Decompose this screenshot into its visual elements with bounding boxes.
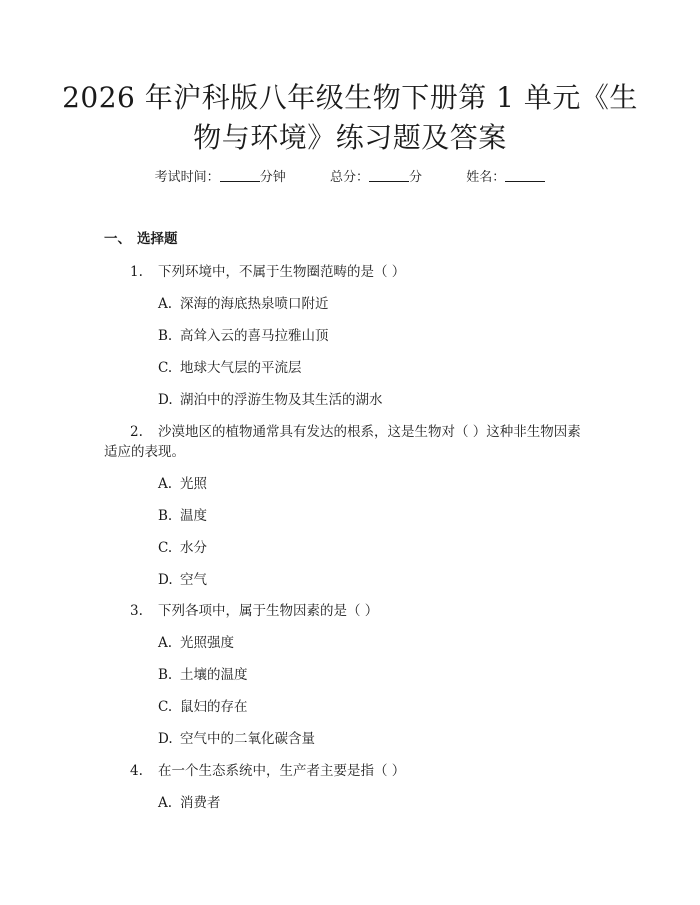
question-text: 在一个生态系统中，生产者主要是指（ ）	[158, 763, 406, 779]
option-text: 深海的海底热泉喷口附近	[180, 296, 329, 312]
exam-time-blank	[220, 168, 260, 182]
student-name-label: 姓名：	[466, 170, 506, 185]
question-3	[130, 601, 378, 621]
question-1-option-b	[158, 326, 329, 346]
option-text: 光照	[180, 476, 207, 492]
document-title	[60, 78, 640, 158]
total-score-blank	[369, 168, 409, 182]
question-2-option-d	[158, 570, 207, 590]
question-1-option-c	[158, 358, 302, 378]
option-letter: B.	[158, 328, 173, 344]
option-text: 高耸入云的喜马拉雅山顶	[180, 328, 329, 344]
question-2-option-c	[158, 538, 207, 558]
question-2-option-b	[158, 506, 207, 526]
option-text: 鼠妇的存在	[180, 699, 248, 715]
option-text: 温度	[180, 508, 207, 524]
section-number: 一、	[104, 231, 131, 247]
option-letter: D.	[158, 572, 173, 588]
student-name-blank	[505, 168, 545, 182]
question-number: 3.	[130, 603, 143, 619]
option-text: 消费者	[180, 795, 221, 811]
exam-time-label: 考试时间：	[154, 170, 220, 185]
question-text: 下列各项中，属于生物因素的是（ ）	[158, 603, 379, 619]
question-text: 下列环境中，不属于生物圈范畴的是（ ）	[158, 264, 406, 280]
option-text: 地球大气层的平流层	[180, 360, 302, 376]
option-letter: A.	[158, 635, 173, 651]
option-letter: B.	[158, 508, 173, 524]
section-heading	[104, 229, 178, 249]
option-letter: A.	[158, 795, 173, 811]
question-3-option-a	[158, 633, 234, 653]
question-2-option-a	[158, 474, 207, 494]
option-letter: A.	[158, 476, 173, 492]
question-1	[130, 262, 405, 282]
option-text: 湖泊中的浮游生物及其生活的湖水	[180, 392, 383, 408]
exam-time-unit: 分钟	[259, 170, 286, 185]
option-letter: A.	[158, 296, 173, 312]
question-number: 1.	[130, 264, 143, 280]
option-text: 水分	[180, 540, 207, 556]
question-4	[130, 761, 405, 781]
question-1-option-a	[158, 294, 329, 314]
option-text: 光照强度	[180, 635, 234, 651]
question-4-option-a	[158, 793, 221, 813]
question-number: 4.	[130, 763, 143, 779]
option-text: 土壤的温度	[180, 667, 248, 683]
total-score-unit: 分	[409, 170, 423, 185]
question-1-option-d	[158, 390, 383, 410]
option-letter: D.	[158, 392, 173, 408]
option-text: 空气中的二氧化碳含量	[180, 731, 315, 747]
option-letter: B.	[158, 667, 173, 683]
option-text: 空气	[180, 572, 207, 588]
question-2-continuation	[104, 442, 185, 462]
option-letter: C.	[158, 699, 173, 715]
question-3-option-d	[158, 729, 315, 749]
question-text-line-1: 沙漠地区的植物通常具有发达的根系，这是生物对（ ）这种非生物因素	[158, 424, 581, 440]
title-line-1: 2026 年沪科版八年级生物下册第 1 单元《生	[62, 81, 638, 114]
question-3-option-b	[158, 665, 248, 685]
section-title: 选择题	[137, 231, 178, 247]
question-number: 2.	[130, 424, 143, 440]
title-line-2: 物与环境》练习题及答案	[193, 121, 507, 154]
question-text-line-2: 适应的表现。	[104, 444, 185, 460]
total-score-label: 总分：	[329, 170, 369, 185]
exam-info-line	[0, 168, 700, 188]
question-3-option-c	[158, 697, 248, 717]
option-letter: C.	[158, 360, 173, 376]
option-letter: C.	[158, 540, 173, 556]
question-2	[130, 422, 581, 442]
option-letter: D.	[158, 731, 173, 747]
